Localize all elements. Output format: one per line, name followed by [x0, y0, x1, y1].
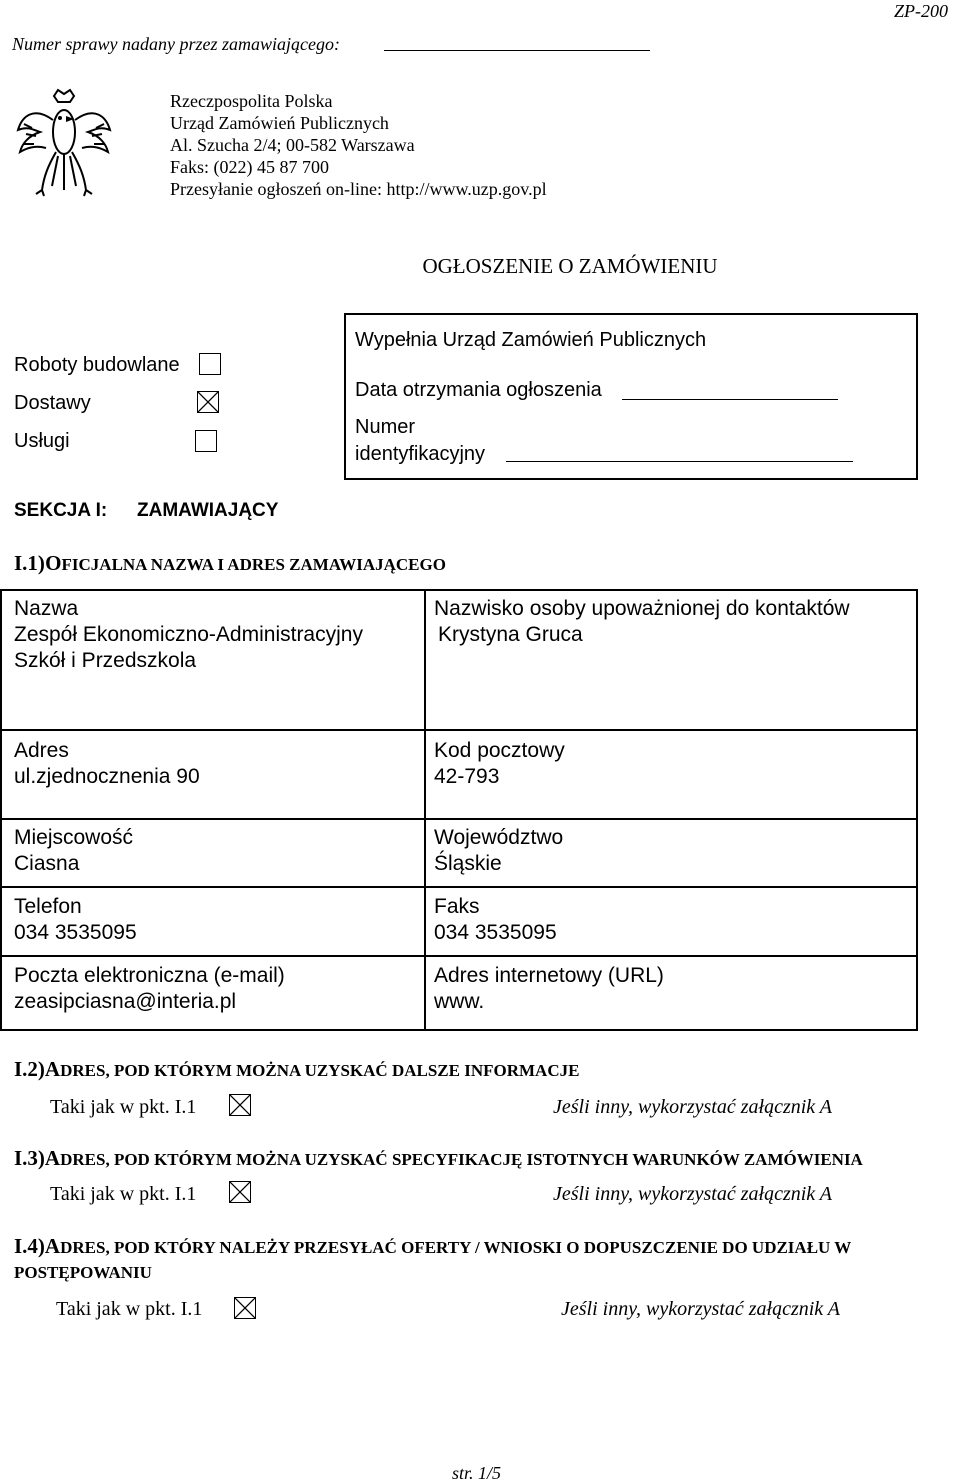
section-i2-rest: DRES, POD KTÓRYM MOŻNA UZYSKAĆ DALSZE INFORMACJE — [60, 1061, 580, 1080]
postal-label: Kod pocztowy — [434, 739, 565, 762]
section-i2-first-letter: A — [44, 1057, 61, 1081]
received-date-line — [622, 399, 838, 400]
id-number-label-line1: Numer — [355, 416, 416, 438]
fax-value: 034 3535095 — [434, 921, 557, 944]
city-label: Miejscowość — [14, 826, 134, 849]
region-label: Województwo — [434, 826, 564, 849]
i2-other-label: Jeśli inny, wykorzystać załącznik A — [553, 1096, 833, 1118]
i2-same-label: Taki jak w pkt. I.1 — [50, 1096, 197, 1118]
fax-cell — [420, 891, 557, 946]
address-value: ul.zjednocznenia 90 — [14, 765, 200, 788]
i4-same-checkbox[interactable] — [234, 1297, 256, 1319]
fax-label: Faks — [434, 895, 480, 918]
phone-value: 034 3535095 — [14, 921, 137, 944]
page-number: str. 1/5 — [452, 1463, 502, 1483]
office-line: Przesyłanie ogłoszeń on-line: http://www.uzp.gov.pl — [170, 179, 547, 199]
order-type-supplies-checkbox[interactable] — [197, 391, 219, 413]
i4-same-label: Taki jak w pkt. I.1 — [56, 1298, 203, 1320]
postal-cell — [420, 735, 565, 790]
checkmark-x-icon — [198, 392, 218, 412]
order-type-supplies-label: Dostawy — [14, 392, 91, 414]
phone-label: Telefon — [14, 895, 82, 918]
received-date-label: Data otrzymania ogłoszenia — [355, 379, 602, 401]
url-value: www. — [434, 990, 485, 1013]
i3-same-checkbox[interactable] — [229, 1181, 251, 1203]
id-number-label-line2: identyfikacyjny — [355, 443, 486, 465]
contact-value: Krystyna Gruca — [438, 623, 583, 646]
i3-other-label: Jeśli inny, wykorzystać załącznik A — [553, 1183, 833, 1205]
office-line: Rzeczpospolita Polska — [170, 91, 333, 111]
office-box-heading: Wypełnia Urząd Zamówień Publicznych — [355, 329, 707, 351]
email-value: zeasipciasna@interia.pl — [14, 990, 237, 1013]
section-i1-heading — [14, 552, 446, 576]
table-divider — [0, 729, 918, 731]
name-label: Nazwa — [14, 597, 79, 620]
office-line: Urząd Zamówień Publicznych — [170, 113, 389, 133]
case-number-line — [384, 50, 650, 51]
section-1-label: SEKCJA I: — [14, 500, 108, 521]
section-i3-first-letter: A — [44, 1146, 61, 1170]
section-i3-heading — [14, 1147, 863, 1171]
section-i2-prefix: I.2) — [14, 1057, 45, 1081]
section-i4-first-letter: A — [44, 1234, 61, 1258]
email-label: Poczta elektroniczna (e-mail) — [14, 964, 285, 987]
order-type-robots-checkbox[interactable] — [199, 353, 221, 375]
table-divider — [0, 818, 918, 820]
case-number-label: Numer sprawy nadany przez zamawiającego: — [12, 34, 340, 54]
table-divider — [0, 955, 918, 957]
office-line: Al. Szucha 2/4; 00-582 Warszawa — [170, 135, 415, 155]
name-value-line1: Zespół Ekonomiczno-Administracyjny — [14, 623, 363, 646]
section-i4-heading-line2: POSTĘPOWANIU — [14, 1263, 152, 1282]
i3-same-label: Taki jak w pkt. I.1 — [50, 1183, 197, 1205]
id-number-line — [506, 461, 853, 462]
address-cell — [0, 735, 200, 790]
region-cell — [420, 822, 563, 877]
section-1-title: ZAMAWIAJĄCY — [137, 500, 279, 521]
address-label: Adres — [14, 739, 69, 762]
order-type-services-label: Usługi — [14, 430, 70, 452]
office-address — [170, 90, 547, 200]
checkmark-x-icon — [230, 1095, 250, 1115]
eagle-emblem-icon — [14, 86, 114, 198]
i4-other-label: Jeśli inny, wykorzystać załącznik A — [561, 1298, 841, 1320]
section-i3-prefix: I.3) — [14, 1146, 45, 1170]
section-i3-rest: DRES, POD KTÓRYM MOŻNA UZYSKAĆ SPECYFIKACJĘ ISTOTNYCH WARUNKÓW ZAMÓWIENIA — [60, 1150, 863, 1169]
order-type-robots-label: Roboty budowlane — [14, 354, 180, 376]
name-value-line2: Szkół i Przedszkola — [14, 649, 197, 672]
checkmark-x-icon — [235, 1298, 255, 1318]
section-i4-heading — [14, 1235, 851, 1259]
table-divider — [0, 886, 918, 888]
postal-value: 42-793 — [434, 765, 500, 788]
page-title: OGŁOSZENIE O ZAMÓWIENIU — [422, 254, 718, 278]
section-i2-heading — [14, 1058, 579, 1082]
contact-label: Nazwisko osoby upoważnionej do kontaktów — [434, 597, 850, 620]
section-i1-rest: FICJALNA NAZWA I ADRES ZAMAWIAJĄCEGO — [61, 555, 446, 574]
section-i4-rest-line1: DRES, POD KTÓRY NALEŻY PRZESYŁAĆ OFERTY / WNIOSKI O DOPUSZCZENIE DO UDZIAŁU W — [60, 1238, 852, 1257]
section-i4-prefix: I.4) — [14, 1234, 45, 1258]
phone-cell — [0, 891, 137, 946]
url-label: Adres internetowy (URL) — [434, 964, 664, 987]
name-cell — [0, 593, 363, 674]
checkmark-x-icon — [230, 1182, 250, 1202]
i2-same-checkbox[interactable] — [229, 1094, 251, 1116]
section-i1-prefix: I.1) — [14, 551, 45, 575]
office-line: Faks: (022) 45 87 700 — [170, 157, 329, 177]
city-cell — [0, 822, 133, 877]
contact-cell — [420, 593, 850, 648]
url-cell — [420, 960, 664, 1015]
order-type-services-checkbox[interactable] — [195, 430, 217, 452]
city-value: Ciasna — [14, 852, 80, 875]
email-cell — [0, 960, 285, 1015]
section-i1-first-letter: O — [45, 551, 62, 575]
region-value: Śląskie — [434, 852, 502, 875]
form-code: ZP-200 — [894, 1, 948, 21]
